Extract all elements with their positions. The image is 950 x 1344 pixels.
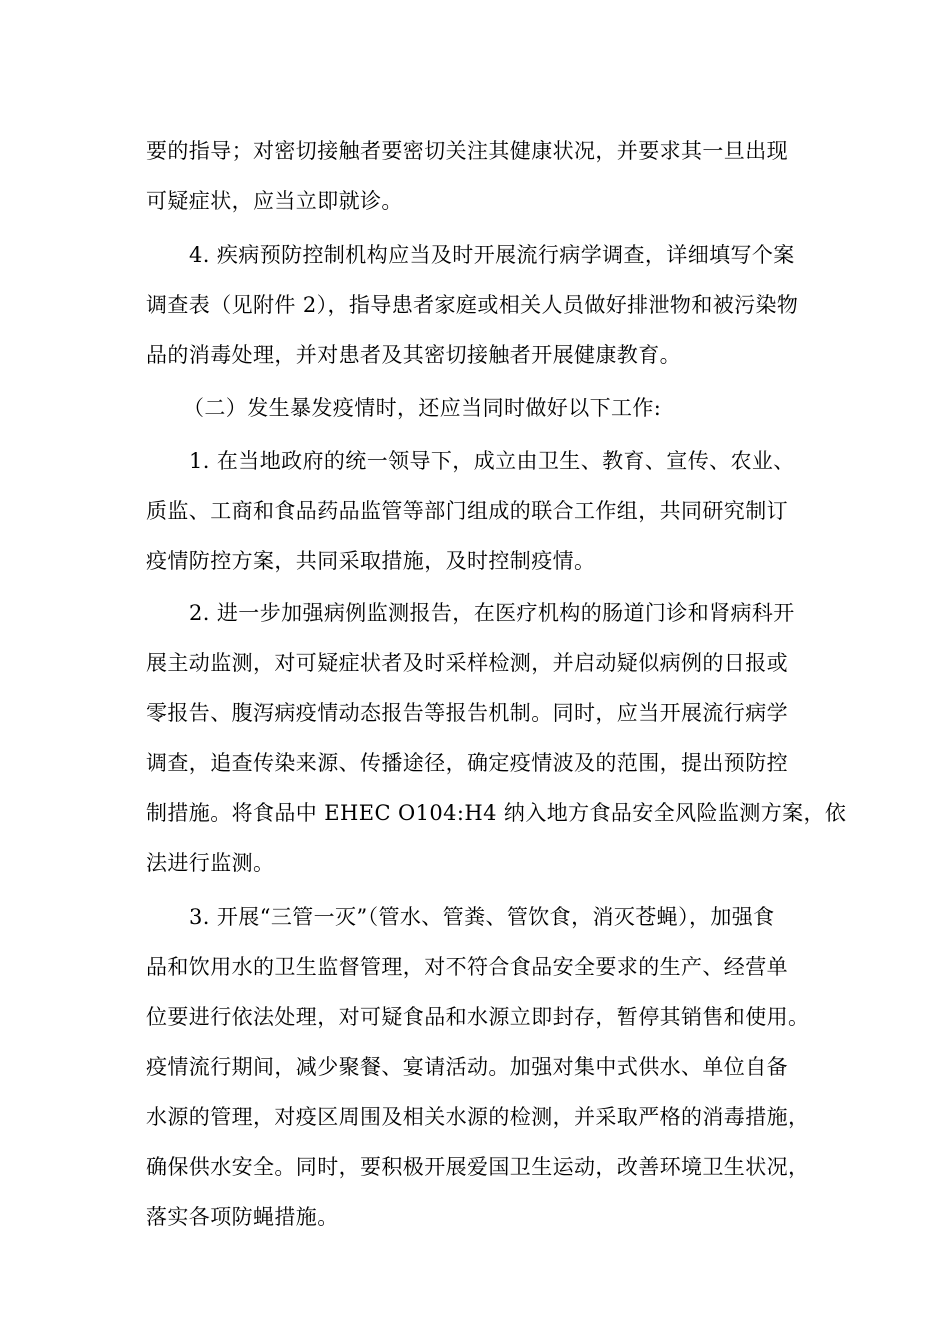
text-line: 品的消毒处理，并对患者及其密切接触者开展健康教育。 xyxy=(146,343,681,367)
text-line: 落实各项防蝇措施。 xyxy=(146,1205,339,1229)
text-line: 4. 疾病预防控制机构应当及时开展流行病学调查，详细填写个案 xyxy=(189,243,795,267)
text-line: 1. 在当地政府的统一领导下，成立由卫生、教育、宣传、农业、 xyxy=(189,449,795,473)
text-line: 质监、工商和食品药品监管等部门组成的联合工作组，共同研究制订 xyxy=(146,499,788,523)
text-line: 2. 进一步加强病例监测报告，在医疗机构的肠道门诊和肾病科开 xyxy=(189,601,795,625)
text-line: 展主动监测，对可疑症状者及时采样检测，并启动疑似病例的日报或 xyxy=(146,651,788,675)
text-line: 零报告、腹泻病疫情动态报告等报告机制。同时，应当开展流行病学 xyxy=(146,701,788,725)
text-line: 疫情流行期间，减少聚餐、宴请活动。加强对集中式供水、单位自备 xyxy=(146,1055,788,1079)
text-line: 法进行监测。 xyxy=(146,851,275,875)
text-line: 调查表（见附件 2），指导患者家庭或相关人员做好排泄物和被污染物 xyxy=(146,293,799,317)
text-line: 水源的管理，对疫区周围及相关水源的检测，并采取严格的消毒措施， xyxy=(146,1105,810,1129)
text-line: 位要进行依法处理，对可疑食品和水源立即封存，暂停其销售和使用。 xyxy=(146,1005,810,1029)
text-line: 品和饮用水的卫生监督管理，对不符合食品安全要求的生产、经营单 xyxy=(146,955,788,979)
text-line: 可疑症状，应当立即就诊。 xyxy=(146,189,403,213)
section-heading: （二）发生暴发疫情时，还应当同时做好以下工作: xyxy=(183,396,662,420)
text-line: 调查，追查传染来源、传播途径，确定疫情波及的范围，提出预防控 xyxy=(146,751,788,775)
text-line: 制措施。将食品中 EHEC O104:H4 纳入地方食品安全风险监测方案，依 xyxy=(146,801,847,825)
text-line: 疫情防控方案，共同采取措施，及时控制疫情。 xyxy=(146,549,596,573)
text-line: 确保供水安全。同时，要积极开展爱国卫生运动，改善环境卫生状况， xyxy=(146,1155,810,1179)
text-line: 3. 开展“三管一灭”（管水、管粪、管饮食，消灭苍蝇），加强食 xyxy=(189,905,775,929)
text-line: 要的指导；对密切接触者要密切关注其健康状况，并要求其一旦出现 xyxy=(146,139,788,163)
